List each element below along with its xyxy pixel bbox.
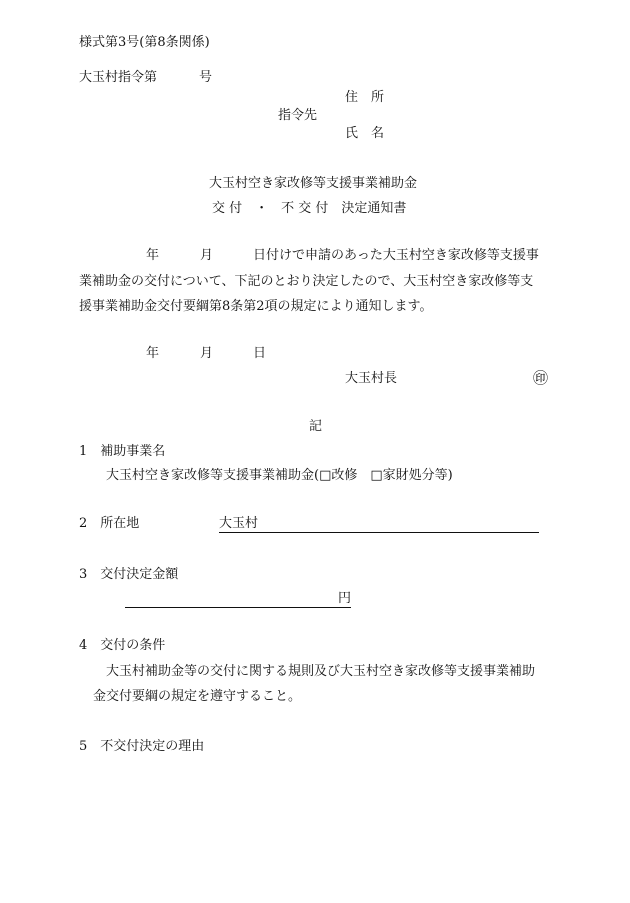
item1-label: 1 補助事業名 xyxy=(79,444,166,459)
ki-heading: 記 xyxy=(309,419,323,434)
amount-unit: 円 xyxy=(337,591,351,606)
issue-date-year: 年 xyxy=(146,346,160,361)
seal-mark: ㊞ xyxy=(533,369,549,387)
item3-label: 3 交付決定金額 xyxy=(79,567,179,582)
location-field xyxy=(219,516,539,533)
recipient-label: 指令先 xyxy=(278,108,318,123)
document-title-line2: 交 付 ・ 不 交 付 決定通知書 xyxy=(212,201,407,216)
location-value: 大玉村 xyxy=(219,516,259,531)
item2-label: 2 所在地 xyxy=(79,516,140,531)
item5-label: 5 不交付決定の理由 xyxy=(79,739,205,754)
order-number-prefix: 大玉村指令第 xyxy=(79,70,158,85)
item1-value: 大玉村空き家改修等支援事業補助金(□改修 □家財処分等) xyxy=(106,468,453,483)
item4-text-line2: 金交付要綱の規定を遵守すること。 xyxy=(93,689,302,704)
issue-date-day: 日 xyxy=(253,346,267,361)
issue-date-month: 月 xyxy=(200,346,214,361)
document-title-line1: 大玉村空き家改修等支援事業補助金 xyxy=(209,176,418,191)
amount-field xyxy=(125,591,351,608)
issuer-title: 大玉村長 xyxy=(345,371,398,386)
intro-date-month: 月 xyxy=(200,248,214,263)
intro-date-year: 年 xyxy=(146,248,160,263)
intro-line3: 援事業補助金交付要綱第8条第2項の規定により通知します。 xyxy=(79,299,433,314)
form-label: 様式第3号(第8条関係) xyxy=(79,35,210,50)
intro-line1: 日付けで申請のあった大玉村空き家改修等支援事 xyxy=(253,248,539,263)
address-label: 住 所 xyxy=(345,90,385,105)
item4-text-line1: 大玉村補助金等の交付に関する規則及び大玉村空き家改修等支援事業補助 xyxy=(106,664,536,679)
order-number-suffix: 号 xyxy=(199,70,213,85)
item4-label: 4 交付の条件 xyxy=(79,638,166,653)
intro-line2: 業補助金の交付について、下記のとおり決定したので、大玉村空き家改修等支 xyxy=(79,274,534,289)
name-label: 氏 名 xyxy=(345,126,385,141)
